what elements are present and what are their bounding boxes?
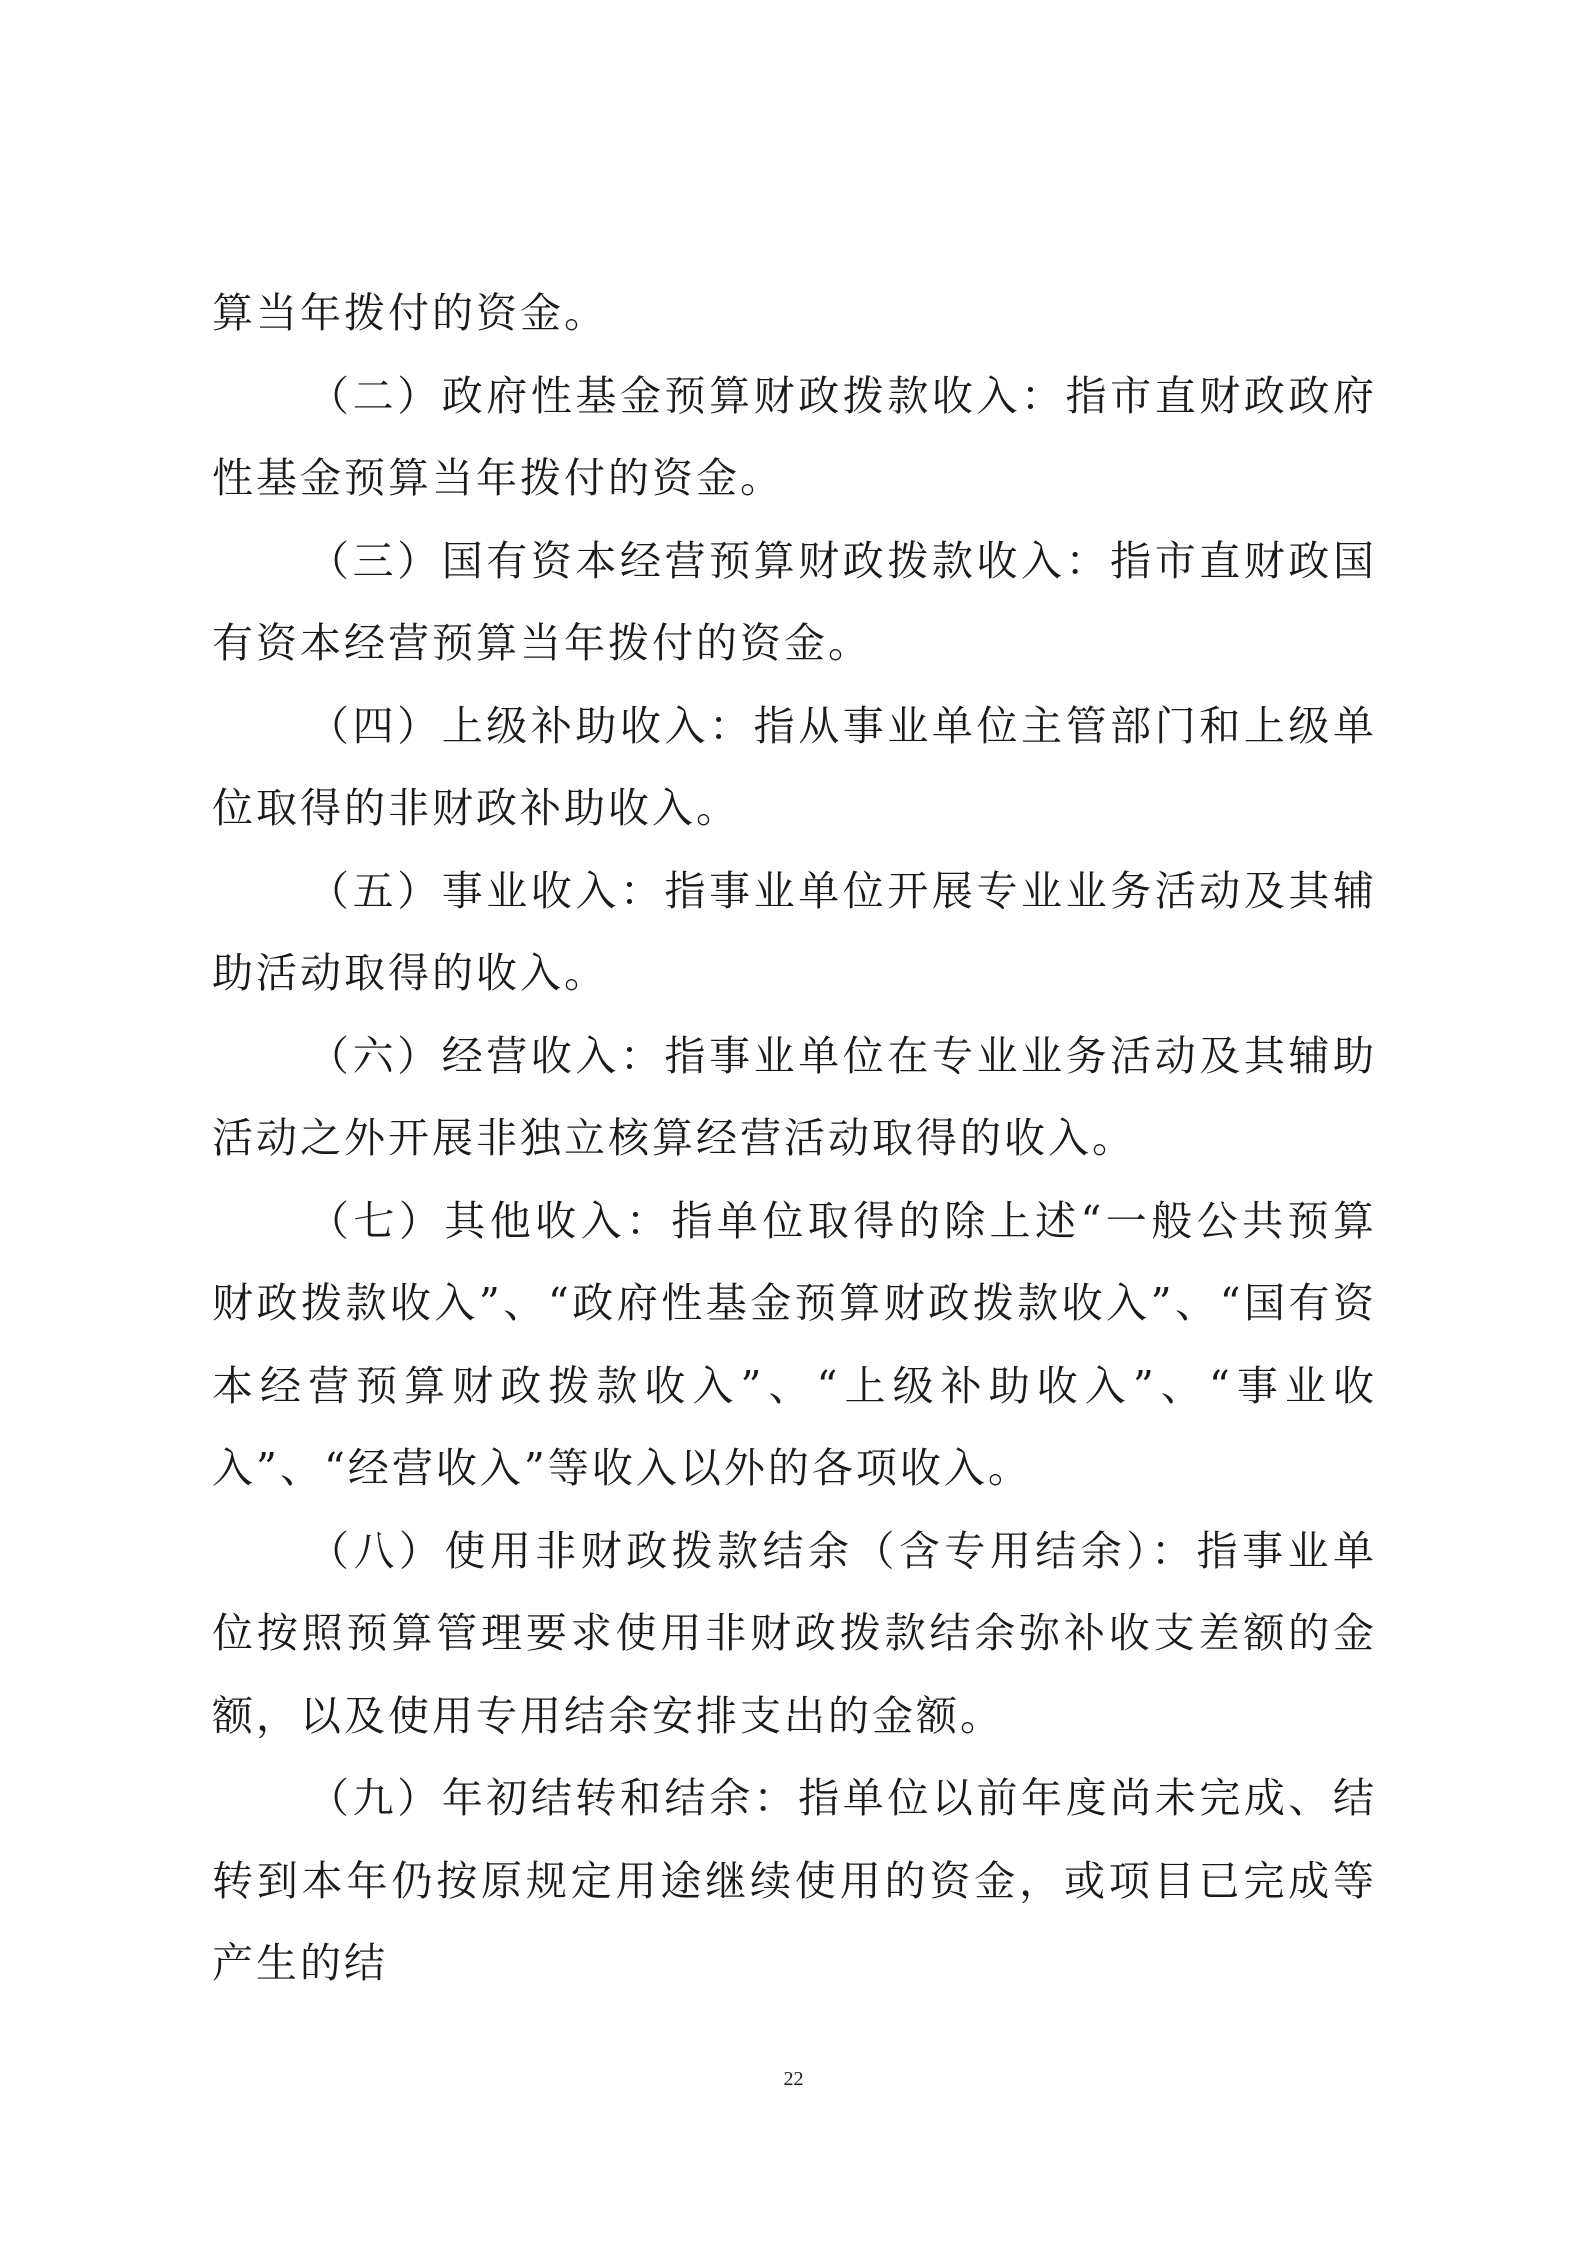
paragraph-state-capital-income: （三）国有资本经营预算财政拨款收入：指市直财政国有资本经营预算当年拨付的资金。 [212,536,1377,667]
body-text [212,272,1377,2005]
paragraph-business-income: （五）事业收入：指事业单位开展专业业务活动及其辅助活动取得的收入。 [212,866,1377,997]
paragraph-non-fiscal-surplus: （八）使用非财政拨款结余（含专用结余）：指事业单位按照预算管理要求使用非财政拨款结余弥补收支差额的金额，以及使用专用结余安排支出的金额。 [212,1526,1377,1740]
paragraph-other-income: （七）其他收入：指单位取得的除上述“一般公共预算财政拨款收入”、“政府性基金预算财政拨款收入”、“国有资本经营预算财政拨款收入”、“上级补助收入”、“事业收入”、“经营收入”等收入以外的各项收入。 [212,1196,1377,1492]
page-number: 22 [783,2068,804,2090]
paragraph-operating-income: （六）经营收入：指事业单位在专业业务活动及其辅助活动之外开展非独立核算经营活动取得的收入。 [212,1031,1377,1162]
paragraph-continuation: 算当年拨付的资金。 [212,289,608,337]
paragraph-superior-subsidy-income: （四）上级补助收入：指从事业单位主管部门和上级单位取得的非财政补助收入。 [212,701,1377,832]
paragraph-carryover-balance: （九）年初结转和结余：指单位以前年度尚未完成、结转到本年仍按原规定用途继续使用的资金，或项目已完成等产生的结 [212,1774,1377,1987]
paragraph-government-fund-income: （二）政府性基金预算财政拨款收入：指市直财政政府性基金预算当年拨付的资金。 [212,371,1377,502]
